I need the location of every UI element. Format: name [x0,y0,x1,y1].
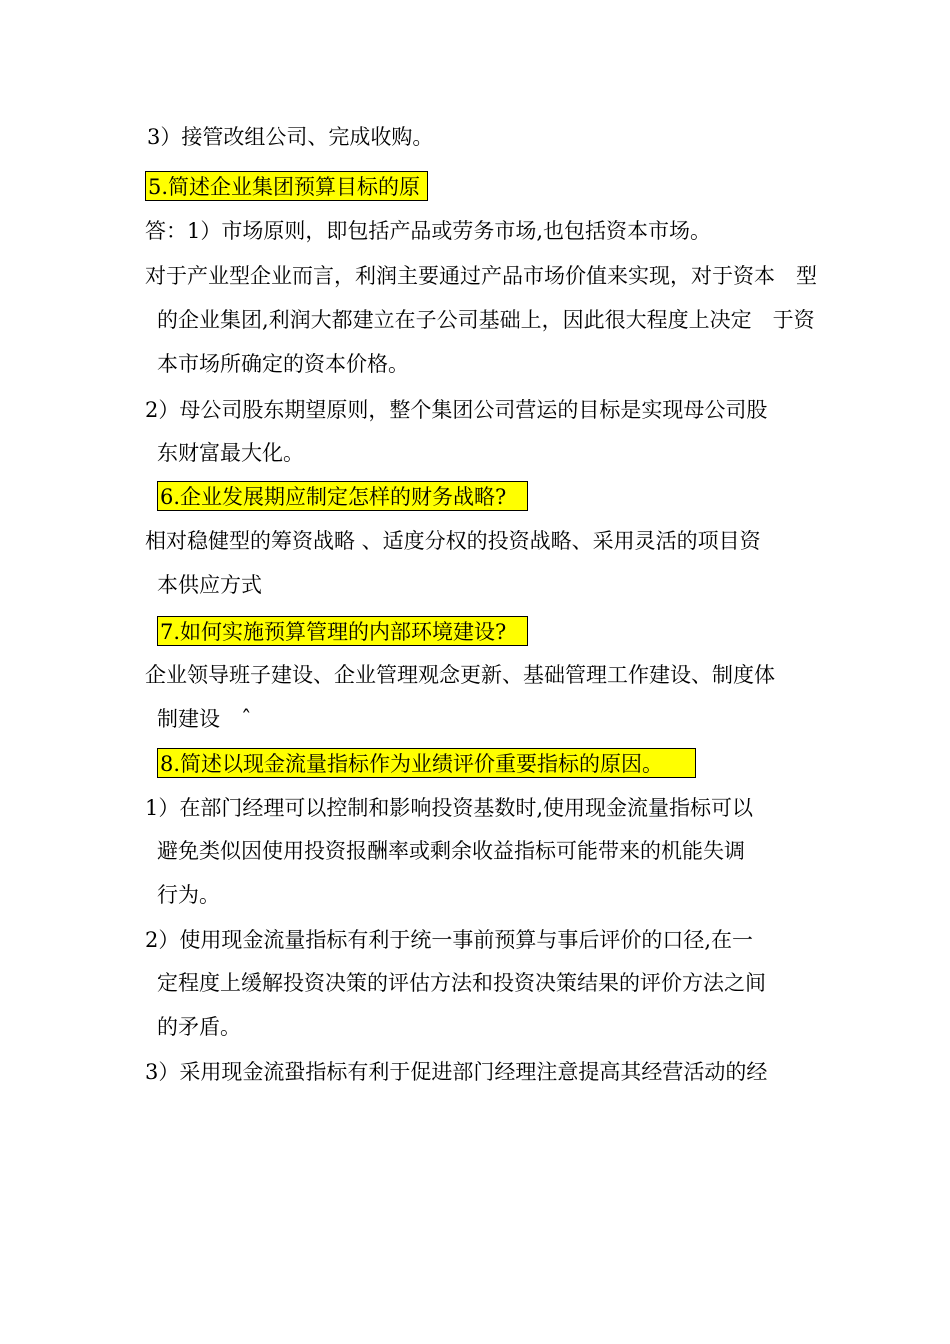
paragraph-intro: 3）接管改组公司、完成收购。 [147,125,434,149]
q5-answer-line-6: 东财富最大化。 [157,441,304,465]
q8-answer-line-4: 2）使用现金流量指标有利于统一事前预算与事后评价的口径,在一 [145,928,754,952]
question-8-heading: 8.简述以现金流量指标作为业绩评价重要指标的原因。 [157,748,696,778]
q8-answer-line-1: 1）在部门经理可以控制和影响投资基数时,使用现金流量指标可以 [145,796,754,820]
q5-answer-line-4: 本市场所确定的资本价格。 [157,352,409,376]
q5-answer-line-5: 2）母公司股东期望原则，整个集团公司营运的目标是实现母公司股 [145,398,768,422]
q8-answer-line-5: 定程度上缓解投资决策的评估方法和投资决策结果的评价方法之间 [157,971,766,995]
q7-answer-line-2: 制建设 ˆ [157,707,252,731]
q8-answer-line-6: 的矛盾。 [157,1015,241,1039]
q6-answer-line-2: 本供应方式 [157,573,262,597]
question-7-heading: 7.如何实施预算管理的内部环境建设? [157,616,528,646]
question-5-heading: 5.简述企业集团预算目标的原 [145,171,428,201]
q5-answer-line-1: 答：1）市场原则，即包括产品或劳务市场,也包括资本市场。 [145,219,712,243]
q5-answer-line-3: 的企业集团,利润大都建立在子公司基础上，因此很大程度上决定 于资 [157,308,815,332]
question-6-heading: 6.企业发展期应制定怎样的财务战略? [157,481,528,511]
q8-answer-line-3: 行为。 [157,883,220,907]
q5-answer-line-2: 对于产业型企业而言，利润主要通过产品市场价值来实现，对于资本 型 [145,264,817,288]
q6-answer-line-1: 相对稳健型的筹资战略 、适度分权的投资战略、采用灵活的项目资 [145,529,761,553]
q7-answer-line-1: 企业领导班子建设、企业管理观念更新、基础管理工作建设、制度体 [145,663,775,687]
q8-answer-line-2: 避免类似因使用投资报酬率或剩余收益指标可能带来的机能失调 [157,839,745,863]
q8-answer-line-7: 3）采用现金流蛩指标有利于促进部门经理注意提高其经营活动的经 [145,1060,768,1084]
